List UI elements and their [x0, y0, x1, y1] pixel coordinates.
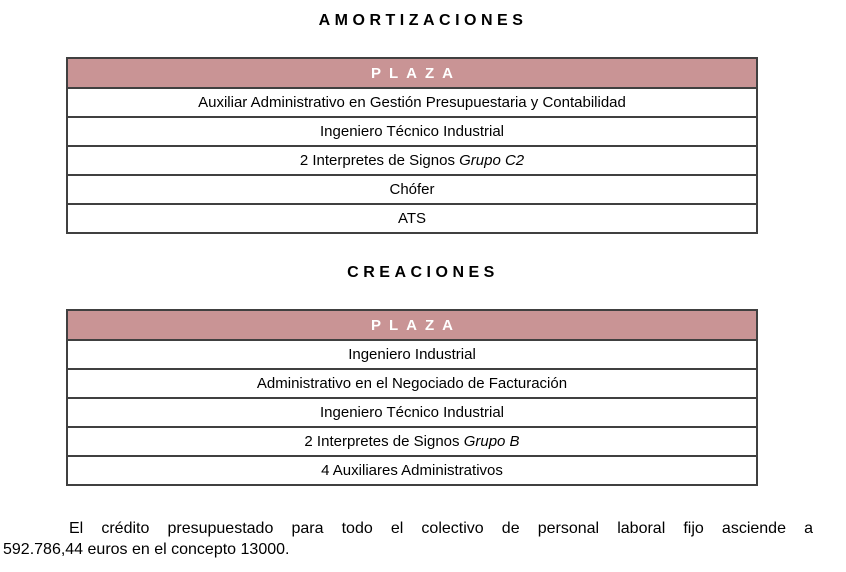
table-row: [67, 369, 757, 398]
table-row: [67, 146, 757, 175]
creaciones-table: [66, 309, 758, 486]
cell-text: 4 Auxiliares Administrativos: [321, 462, 503, 479]
cell-text: 2 Interpretes de Signos: [304, 433, 464, 450]
table-row: [67, 340, 757, 369]
paragraph-line-2: 592.786,44 euros en el concepto 13000.: [3, 541, 290, 558]
cell-text: Ingeniero Técnico Industrial: [320, 404, 504, 421]
table-row: [67, 175, 757, 204]
creaciones-table-body: [67, 340, 757, 485]
cell-text-italic: Grupo C2: [459, 152, 525, 169]
cell-text-italic: Grupo B: [463, 433, 520, 450]
cell-text: Ingeniero Técnico Industrial: [320, 123, 504, 140]
table-row: [67, 204, 757, 233]
table-row: [67, 88, 757, 117]
table-cell: [67, 146, 757, 175]
table-cell: [67, 204, 757, 233]
cell-text: Chófer: [389, 181, 435, 198]
cell-text: Auxiliar Administrativo en Gestión Presupuestaria y Contabilidad: [198, 94, 626, 111]
table-header-row: [67, 310, 757, 340]
table-cell: [67, 427, 757, 456]
table-cell: [67, 340, 757, 369]
section-title-creaciones: CREACIONES: [347, 264, 499, 281]
table-cell: [67, 175, 757, 204]
table-row: [67, 456, 757, 485]
table-row: [67, 117, 757, 146]
table-row: [67, 398, 757, 427]
amortizaciones-table-body: [67, 88, 757, 233]
paragraph-line-1: El crédito presupuestado para todo el colectivo de personal laboral fijo asciende a: [69, 520, 813, 537]
section-title-amortizaciones: AMORTIZACIONES: [318, 12, 528, 29]
table-cell: [67, 456, 757, 485]
amortizaciones-table: [66, 57, 758, 234]
table-header-row: [67, 58, 757, 88]
table-cell: [67, 398, 757, 427]
table-header-plaza: PLAZA: [67, 58, 757, 88]
table-header-plaza: PLAZA: [67, 310, 757, 340]
footer-paragraph: [3, 518, 813, 560]
table-cell: [67, 88, 757, 117]
table-cell: [67, 369, 757, 398]
table-cell: [67, 117, 757, 146]
cell-text: Administrativo en el Negociado de Facturación: [256, 375, 568, 392]
table-row: [67, 427, 757, 456]
cell-text: Ingeniero Industrial: [348, 346, 476, 363]
cell-text: ATS: [397, 210, 427, 227]
cell-text: 2 Interpretes de Signos: [299, 152, 460, 169]
